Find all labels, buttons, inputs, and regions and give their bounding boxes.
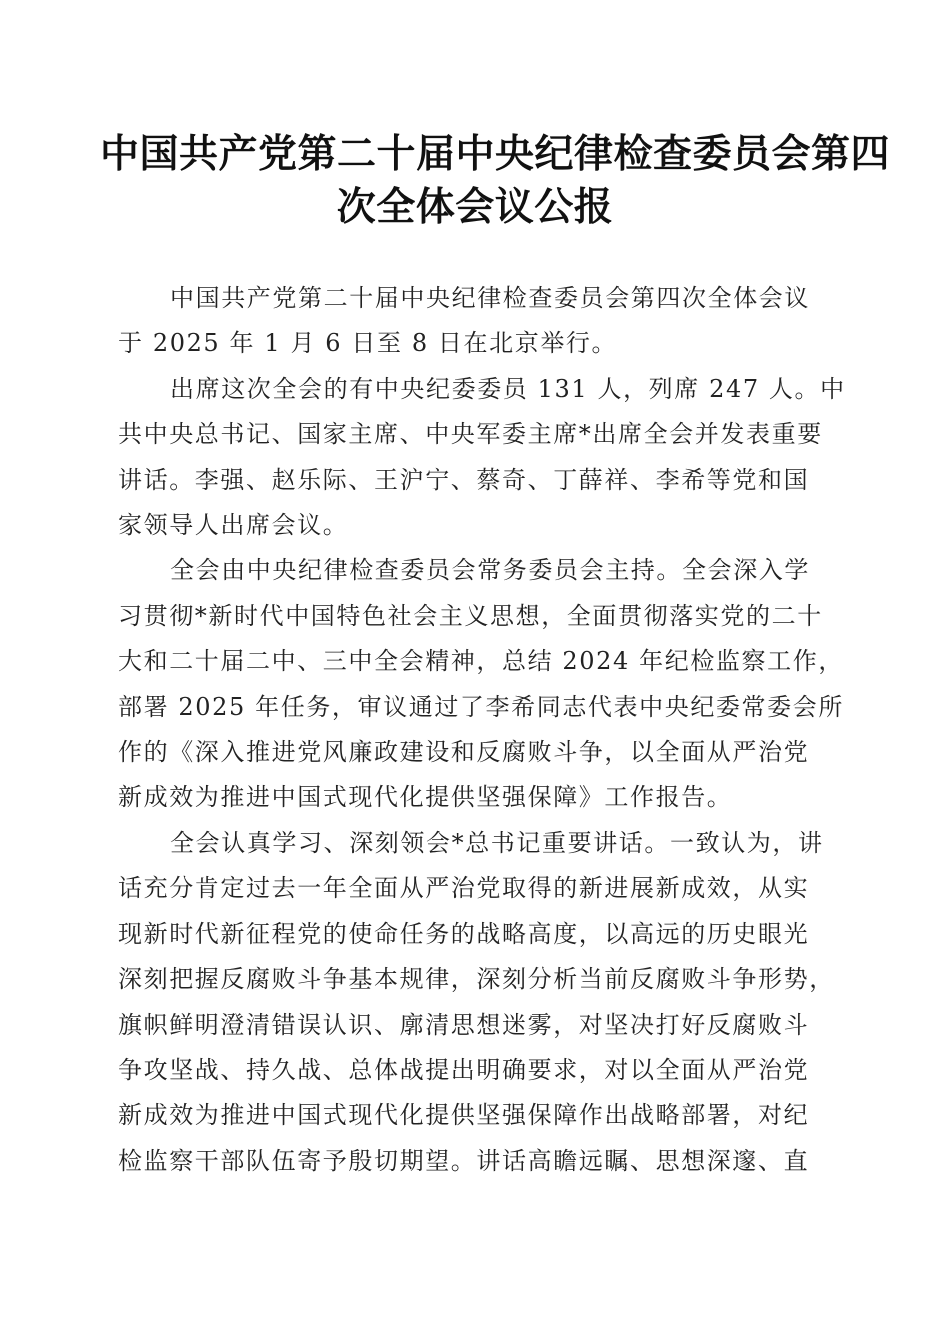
- text-line: 深刻把握反腐败斗争基本规律，深刻分析当前反腐败斗争形势，: [118, 965, 835, 994]
- text-line: 现新时代新征程党的使命任务的战略高度，以高远的历史眼光: [118, 919, 810, 948]
- text-line: 讲话。李强、赵乐际、王沪宁、蔡奇、丁薛祥、李希等党和国: [118, 465, 810, 494]
- document-title: [100, 128, 891, 234]
- text-line: 新成效为推进中国式现代化提供坚强保障》工作报告。: [118, 783, 733, 812]
- text-line: 作的《深入推进党风廉政建设和反腐败斗争，以全面从严治党: [118, 738, 810, 767]
- text-line: 大和二十届二中、三中全会精神，总结 2024 年纪检监察工作，: [118, 647, 844, 676]
- paragraph-2: [118, 367, 846, 549]
- text-line: 全会认真学习、深刻领会*总书记重要讲话。一致认为，讲: [170, 828, 824, 857]
- text-line: 检监察干部队伍寄予殷切期望。讲话高瞻远瞩、思想深邃、直: [118, 1146, 810, 1175]
- text-line: 家领导人出席会议。: [118, 511, 349, 540]
- paragraph-4: [118, 821, 838, 1184]
- text-line: 全会由中央纪律检查委员会常务委员会主持。全会深入学: [170, 556, 810, 585]
- text-line: 旗帜鲜明澄清错误认识、廓清思想迷雾，对坚决打好反腐败斗: [118, 1010, 810, 1039]
- text-line: 出席这次全会的有中央纪委委员 131 人，列席 247 人。中: [170, 374, 846, 403]
- document-body: [118, 276, 846, 1184]
- text-line: 部署 2025 年任务，审议通过了李希同志代表中央纪委常委会所: [118, 692, 844, 721]
- text-line: 中国共产党第二十届中央纪律检查委员会第四次全体会议: [170, 284, 810, 312]
- title-line: 中国共产党第二十届中央纪律检查委员会第四: [100, 131, 891, 177]
- text-line: 于 2025 年 1 月 6 日至 8 日在北京举行。: [118, 329, 618, 358]
- text-line: 习贯彻*新时代中国特色社会主义思想，全面贯彻落实党的二十: [118, 601, 823, 630]
- text-line: 共中央总书记、国家主席、中央军委主席*出席全会并发表重要: [118, 420, 823, 449]
- title-line: 次全体会议公报: [336, 184, 614, 230]
- text-line: 话充分肯定过去一年全面从严治党取得的新进展新成效，从实: [118, 874, 810, 903]
- paragraph-1: [118, 276, 838, 367]
- text-line: 争攻坚战、持久战、总体战提出明确要求，对以全面从严治党: [118, 1055, 810, 1084]
- paragraph-3: [118, 548, 844, 820]
- text-line: 新成效为推进中国式现代化提供坚强保障作出战略部署，对纪: [118, 1101, 810, 1130]
